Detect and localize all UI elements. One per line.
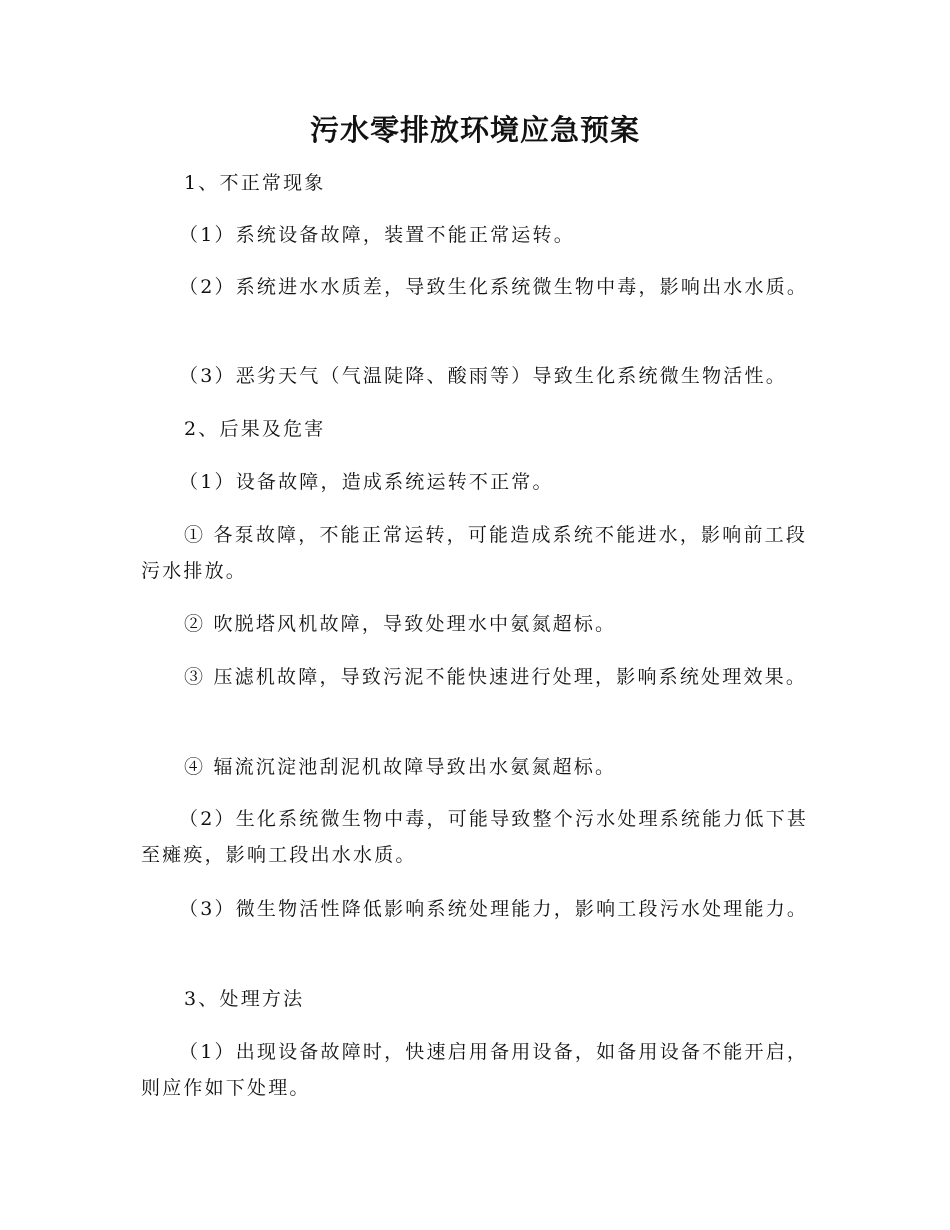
section-heading-1: 1、不正常现象 [184, 172, 326, 194]
list-item: ② 吹脱塔风机故障，导致处理水中氨氮超标。 [184, 613, 617, 635]
list-item: ③ 压滤机故障，导致污泥不能快速进行处理，影响系统处理效果。 [184, 666, 808, 688]
document-title: 污水零排放环境应急预案 [309, 113, 640, 147]
section-heading-2: 2、后果及危害 [184, 418, 326, 440]
paragraph: （3）恶劣天气（气温陡降、酸雨等）导致生化系统微生物活性。 [179, 365, 787, 387]
paragraph: （2）系统进水水质差，导致生化系统微生物中毒，影响出水水质。 [179, 276, 809, 298]
paragraph: （2）生化系统微生物中毒，可能导致整个污水处理系统能力低下甚至瘫痪，影响工段出水水质。 [141, 808, 809, 866]
list-item: ④ 辐流沉淀池刮泥机故障导致出水氨氮超标。 [184, 756, 617, 778]
paragraph: （1）设备故障，造成系统运转不正常。 [179, 471, 554, 493]
paragraph: （1）系统设备故障，装置不能正常运转。 [179, 224, 575, 246]
paragraph: （3）微生物活性降低影响系统处理能力，影响工段污水处理能力。 [179, 898, 809, 920]
list-item: ① 各泵故障，不能正常运转，可能造成系统不能进水，影响前工段污水排放。 [141, 524, 808, 582]
paragraph: （1）出现设备故障时，快速启用备用设备，如备用设备不能开启，则应作如下处理。 [141, 1041, 809, 1099]
section-heading-3: 3、处理方法 [184, 988, 305, 1010]
